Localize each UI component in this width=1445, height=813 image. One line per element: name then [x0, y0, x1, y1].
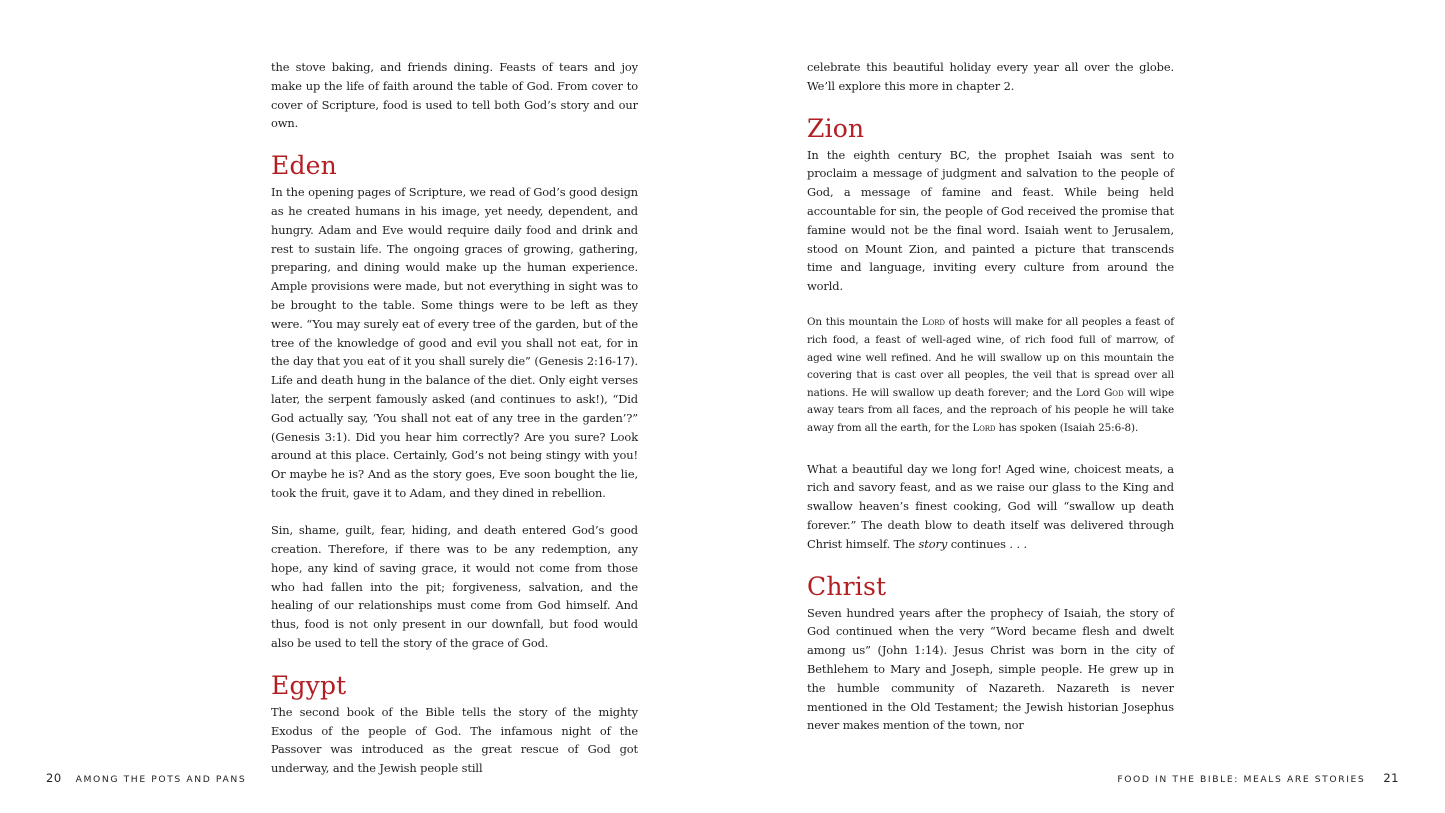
heading-christ: Christ: [807, 571, 887, 601]
footer-left: [46, 771, 246, 785]
paragraph-intro-left: the stove baking, and friends dining. Feasts of tears and joy make up the life of faith around the table of God. From cover to cover of Scripture, food is used to tell both God’s story and our own.: [271, 60, 638, 131]
right-page-column: [807, 58, 1174, 735]
left-page-column: [271, 58, 638, 778]
quote-god: God: [1104, 386, 1124, 399]
quote-text-2: of hosts will make for all peoples a feast of rich food, a feast of well-aged wine, of rich food full of marrow, of aged wine well refined. And he will swallow up on this mountain the covering that is cast over all peoples, the veil that is spread over all nations. He will swallow up death forever; and the Lord: [807, 316, 1174, 399]
heading-eden: Eden: [271, 151, 337, 181]
running-head-left: AMONG THE POTS AND PANS: [75, 774, 247, 785]
block-quote-isaiah: [807, 314, 1174, 437]
quote-lord-1: Lord: [921, 316, 945, 329]
after-quote-text-2: continues . . .: [947, 536, 1028, 551]
after-quote-italic: story: [918, 536, 948, 551]
page-number-right: 21: [1383, 771, 1399, 785]
footer-right: [1117, 771, 1399, 785]
heading-egypt: Egypt: [271, 670, 347, 700]
quote-text-1: On this mountain the: [807, 316, 922, 329]
paragraph-intro-right: celebrate this beautiful holiday every year all over the globe. We’ll explore this more in chapter 2.: [807, 60, 1174, 93]
paragraph-after-quote: [807, 460, 1174, 554]
quote-text-4: has spoken (Isaiah 25:6-8).: [995, 422, 1139, 435]
paragraph-eden-1: In the opening pages of Scripture, we read of God’s good design as he created humans in his image, yet needy, dependent, and hungry. Adam and Eve would require daily food and drink and rest to sustain life. The ongoing graces of growing, gathering, preparing, and dining would make up the human experience. Ample provisions were made, but not everything in sight was to be brought to the table. Some things were to be left as they were. “You may surely eat of every tree of the garden, but of the tree of the knowledge of good and evil you shall not eat, for in the day that you eat of it you shall surely die” (Genesis 2:16-17). Life and death hung in the balance of the diet. Only eight verses later, the serpent famously asked (and continues to ask!), “Did God actually say, ‘You shall not eat of any tree in the garden’?” (Genesis 3:1). Did you hear him correctly? Are you sure? Look around at this place. Certainly, God’s not being stingy with you! Or maybe he is? And as the story goes, Eve soon bought the lie, took the fruit, gave it to Adam, and they dined in rebellion.: [271, 185, 638, 500]
page-number-left: 20: [46, 771, 62, 785]
after-quote-text-1: What a beautiful day we long for! Aged wine, choicest meats, a rich and savory feast, and as we raise our glass to the King and swallow heaven’s finest cooking, God will “swallow up death forever.” The death blow to death itself was delivered through Christ himself. The: [807, 461, 1174, 551]
paragraph-zion: In the eighth century BC, the prophet Isaiah was sent to proclaim a message of judgment and salvation to the people of God, a message of famine and feast. While being held accountable for sin, the people of God received the promise that famine would not be the final word. Isaiah went to Jerusalem, stood on Mount Zion, and painted a picture that transcends time and language, inviting every culture from around the world.: [807, 147, 1174, 294]
paragraph-eden-2: Sin, shame, guilt, fear, hiding, and death entered God’s good creation. Therefore, if there was to be any redemption, any hope, any kind of saving grace, it would not come from those who had fallen into the pit; forgiveness, salvation, and the healing of our relationships must come from God himself. And thus, food is not only present in our downfall, but food would also be used to tell the story of the grace of God.: [271, 523, 638, 651]
quote-lord-2: Lord: [972, 422, 996, 435]
paragraph-egypt: The second book of the Bible tells the story of the mighty Exodus of the people of God. The infamous night of the Passover was introduced as the great rescue of God got underway, and the Jewish people still: [271, 704, 638, 776]
paragraph-christ: Seven hundred years after the prophecy of Isaiah, the story of God continued when the very “Word became flesh and dwelt among us” (John 1:14). Jesus Christ was born in the city of Bethlehem to Mary and Joseph, simple people. He grew up in the humble community of Nazareth. Nazareth is never mentioned in the Old Testament; the Jewish historian Josephus never makes mention of the town, nor: [807, 605, 1174, 733]
heading-zion: Zion: [807, 113, 865, 143]
quote-text-3: will wipe away tears from all faces, and the reproach of his people he will take away from all the earth, for the: [807, 386, 1174, 435]
running-head-right: FOOD IN THE BIBLE: MEALS ARE STORIES: [1117, 774, 1366, 785]
